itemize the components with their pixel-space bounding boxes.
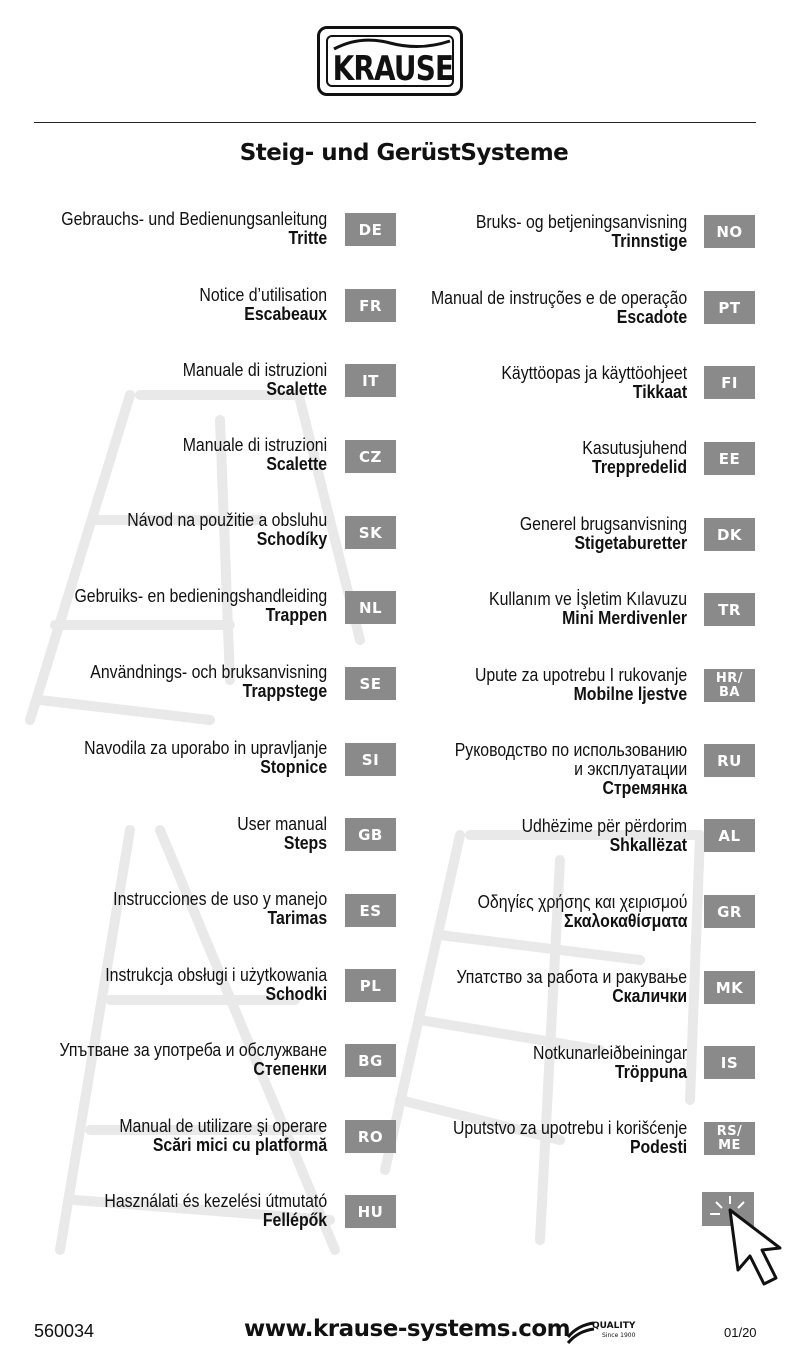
language-badge: CZ xyxy=(345,440,396,473)
list-item: Упатство за работа и ракување Скалички xyxy=(456,967,687,1006)
brand-name: KRAUSE xyxy=(332,49,454,89)
list-item: Kasutusjuhend Treppredelid xyxy=(582,438,687,477)
language-badge: PT xyxy=(704,291,755,324)
krause-logo xyxy=(317,26,463,96)
list-item: Manual de utilizare şi operare Scări mici cu platformă xyxy=(119,1116,327,1155)
language-badge: IS xyxy=(704,1046,755,1079)
article-number: 560034 xyxy=(34,1321,95,1341)
list-item: Manuale di istruzioni Scalette xyxy=(182,360,327,399)
language-badge-code: RS/ ME xyxy=(716,1123,743,1153)
language-badge: FI xyxy=(704,366,755,399)
list-item: Gebrauchs- und Bedienungsanleitung Tritte xyxy=(61,209,327,248)
list-item: Udhëzime për përdorim Shkallëzat xyxy=(521,816,687,855)
language-badge: SK xyxy=(345,516,396,549)
list-item: Generel brugsanvisning Stigetaburetter xyxy=(519,514,687,553)
list-item: Упътване за употреба и обслужване Степенки xyxy=(59,1040,327,1079)
list-item: Bruks- og betjeningsanvisning Trinnstige xyxy=(475,212,687,251)
header-divider xyxy=(34,122,756,123)
language-badge xyxy=(704,669,755,702)
language-badge: IT xyxy=(345,364,396,397)
page-title: Steig- und GerüstSysteme xyxy=(239,140,569,166)
list-item: Notkunarleiðbeiningar Tröppuna xyxy=(532,1043,687,1082)
language-badge-code: HR/ BA xyxy=(715,670,744,700)
language-badge: TR xyxy=(704,593,755,626)
quality-seal xyxy=(566,1319,656,1345)
language-badge: DE xyxy=(345,213,396,246)
language-badge: EE xyxy=(704,442,755,475)
language-badge: RU xyxy=(704,744,755,777)
language-badge: NO xyxy=(704,215,755,248)
list-item: Manuale di istruzioni Scalette xyxy=(182,435,327,474)
edition-date: 01/20 xyxy=(724,1325,757,1340)
language-badge: MK xyxy=(704,971,755,1004)
language-badge: GB xyxy=(345,818,396,851)
list-item: Руководство по использованию и эксплуатации Стремянка xyxy=(454,740,687,798)
quality-label: QUALITY xyxy=(592,1321,636,1331)
list-item: Användnings- och bruksanvisning Trappstege xyxy=(90,662,327,701)
language-badge: SI xyxy=(345,743,396,776)
language-badge xyxy=(704,1122,755,1155)
list-item: Instrukcja obsługi i użytkowania Schodki xyxy=(105,965,327,1004)
list-item: Οδηγίες χρήσης και χειρισμού Σκαλοκαθίσματα xyxy=(477,892,687,931)
website-link[interactable]: www.krause-systems.com xyxy=(244,1316,571,1342)
list-item: Használati és kezelési útmutató Fellépők xyxy=(104,1191,327,1230)
click-cursor-icon xyxy=(702,1192,808,1292)
list-item: Navodila za uporabo in upravljanje Stopnice xyxy=(83,738,327,777)
list-item: User manual Steps xyxy=(237,814,327,853)
list-item: Uputstvo za upotrebu i korišćenje Podesti xyxy=(452,1118,687,1157)
list-item: Manual de instruções e de operação Escadote xyxy=(430,288,687,327)
list-item: Instrucciones de uso y manejo Tarimas xyxy=(113,889,327,928)
quality-since: Since 1900 xyxy=(602,1332,636,1339)
language-badge: GR xyxy=(704,895,755,928)
list-item: Kullanım ve İşletim Kılavuzu Mini Merdivenler xyxy=(488,589,687,628)
language-badge: HU xyxy=(345,1195,396,1228)
language-badge: NL xyxy=(345,591,396,624)
language-badge: AL xyxy=(704,819,755,852)
list-item: Návod na použitie a obsluhu Schodíky xyxy=(127,510,327,549)
list-item: Upute za upotrebu I rukovanje Mobilne ljestve xyxy=(474,665,687,704)
language-badge: PL xyxy=(345,969,396,1002)
list-item: Notice d’utilisation Escabeaux xyxy=(199,285,327,324)
list-item: Gebruiks- en bedieningshandleiding Trappen xyxy=(74,586,327,625)
language-badge: DK xyxy=(704,518,755,551)
language-badge: ES xyxy=(345,894,396,927)
language-badge: RO xyxy=(345,1120,396,1153)
list-item: Käyttöopas ja käyttöohjeet Tikkaat xyxy=(501,363,687,402)
language-badge: BG xyxy=(345,1044,396,1077)
language-badge: SE xyxy=(345,667,396,700)
language-badge: FR xyxy=(345,289,396,322)
